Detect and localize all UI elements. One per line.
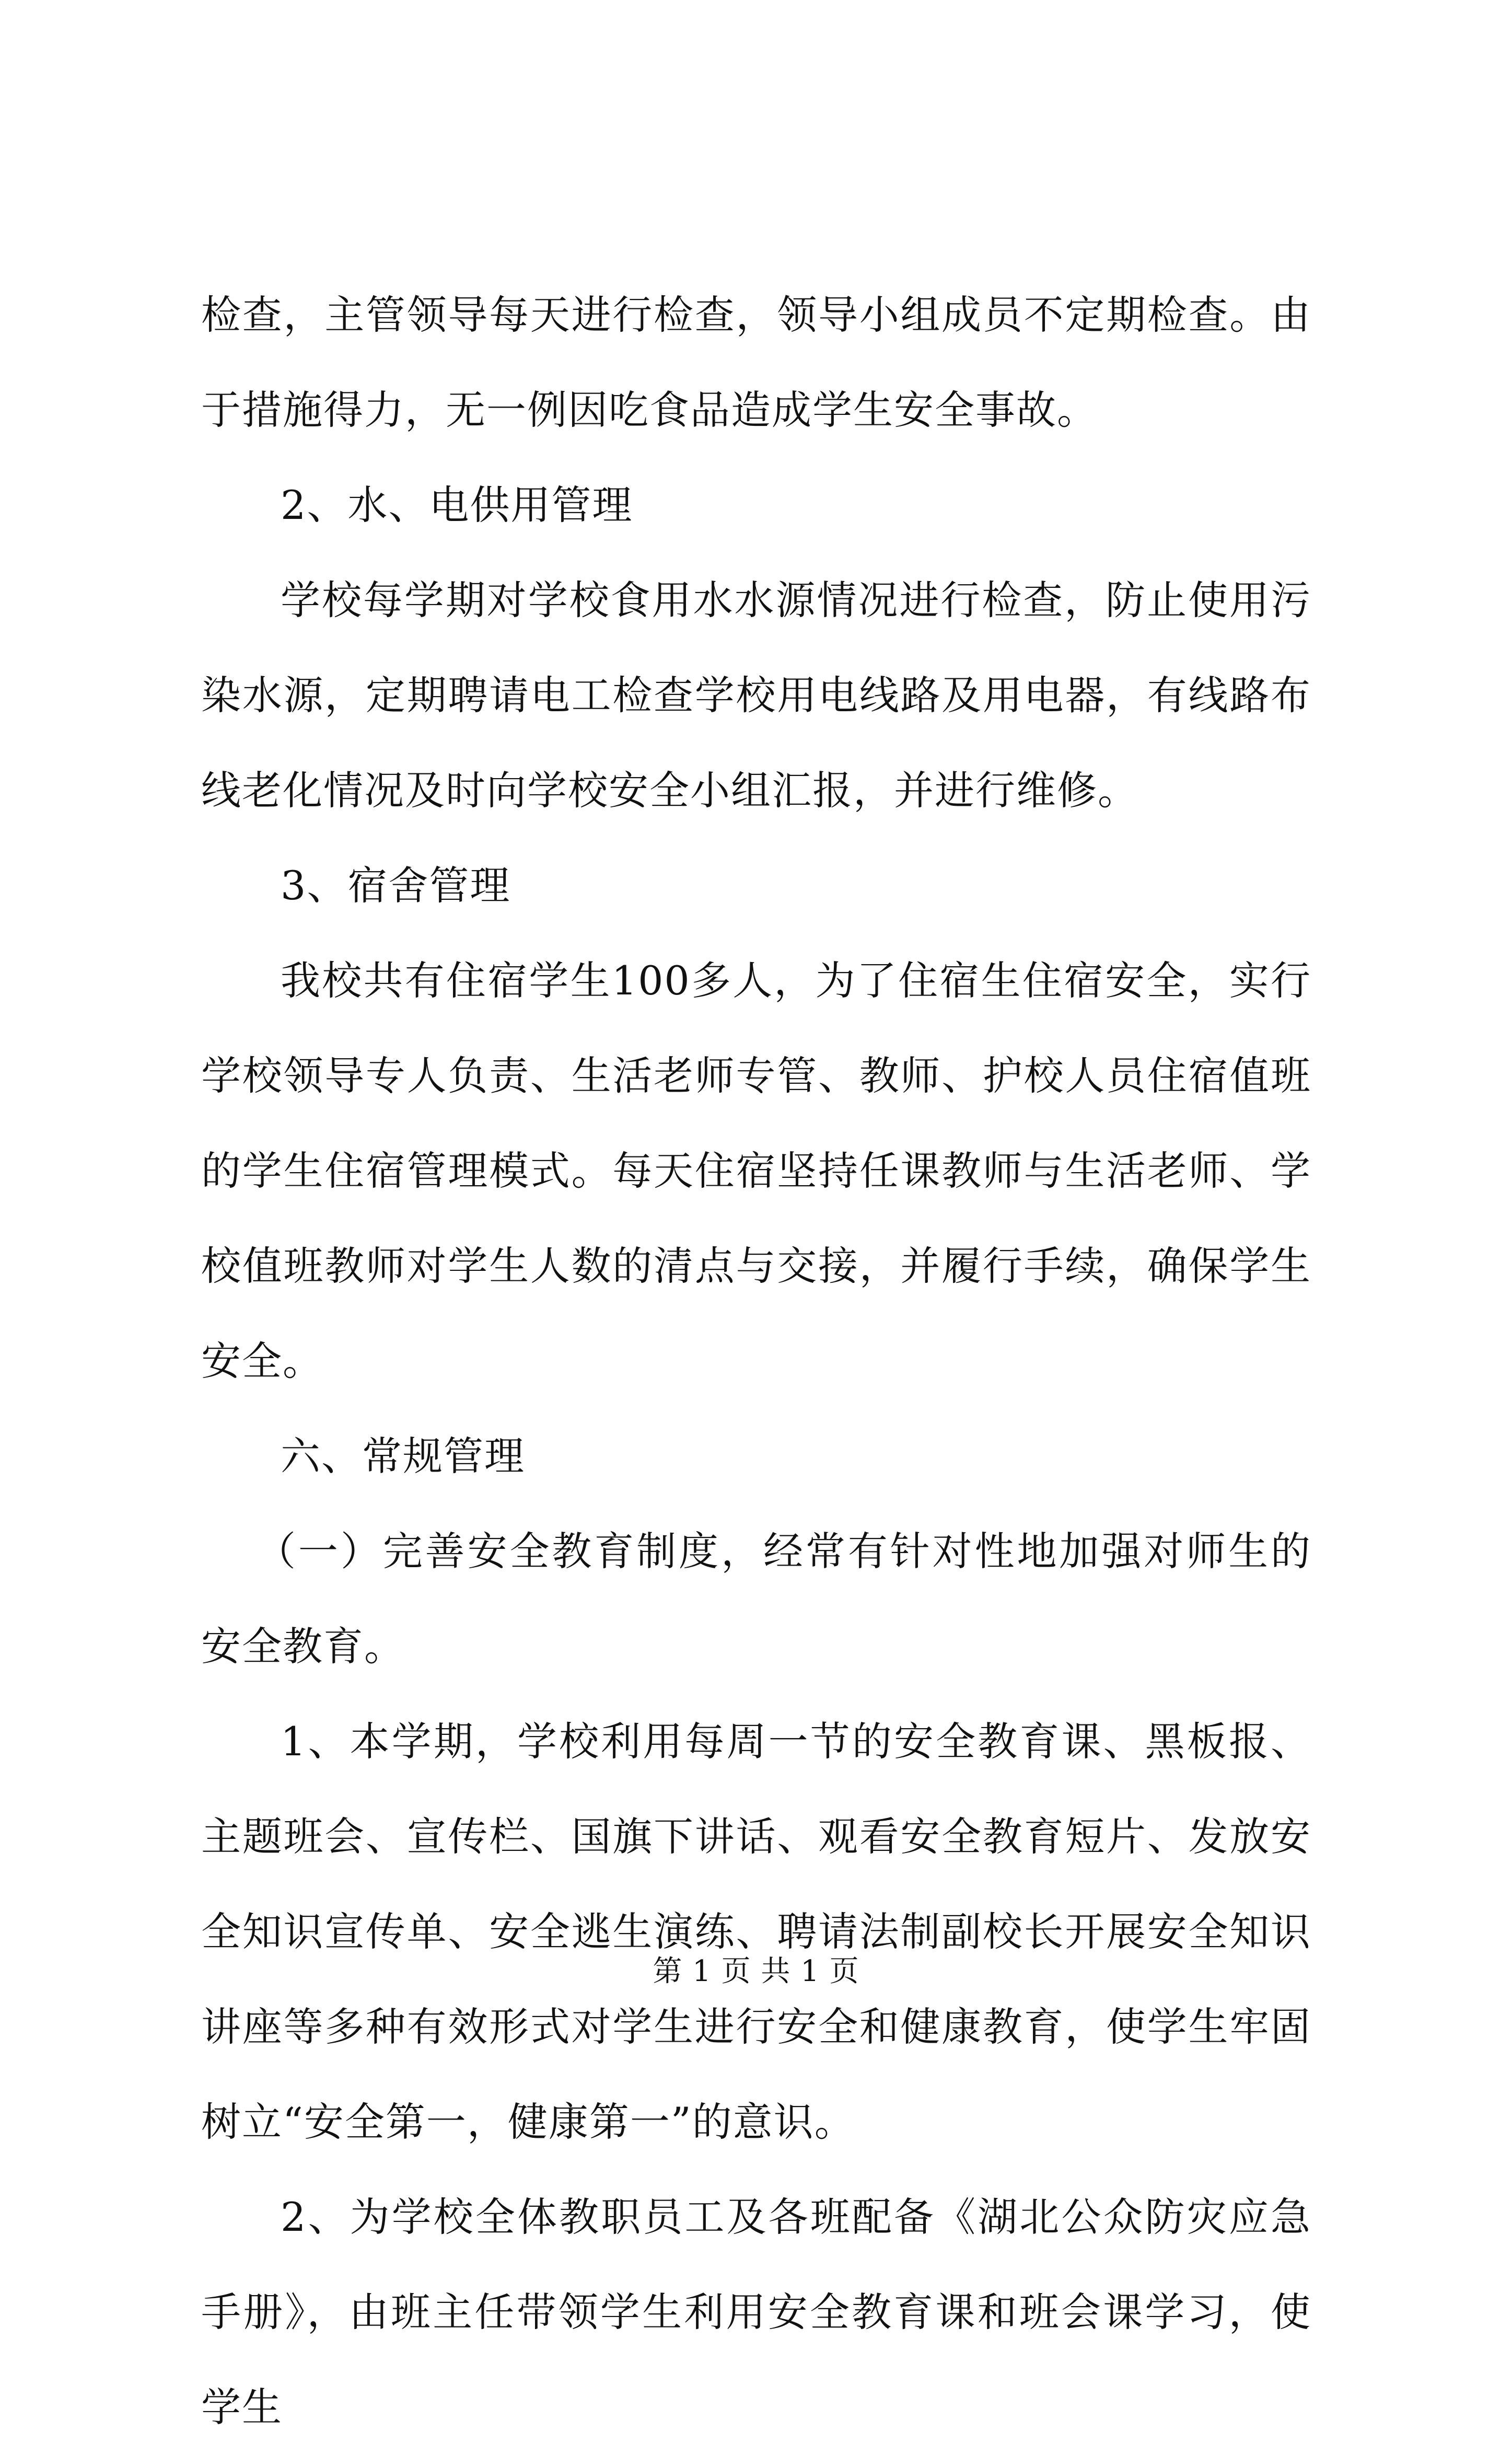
heading-water-electricity: 2、水、电供用管理 [281, 482, 633, 528]
paragraph-dormitory: 我校共有住宿学生100多人，为了住宿生住宿安全，实行学校领导专人负责、生活老师专管、教师、护校人员住宿值班的学生住宿管理模式。每天住宿坚持任课教师与生活老师、学校值班教师对学生人数的清点与交接，并履行手续，确保学生安全。 [201, 957, 1311, 1384]
heading-routine-management: 六、常规管理 [281, 1433, 525, 1479]
heading-dormitory: 3、宿舍管理 [281, 862, 511, 909]
page-number-footer: 第 1 页 共 1 页 [653, 1954, 859, 1988]
paragraph-food-inspection: 检查，主管领导每天进行检查，领导小组成员不定期检查。由于措施得力，无一例因吃食品造成学生安全事故。 [201, 292, 1311, 433]
paragraph-water-electricity: 学校每学期对学校食用水水源情况进行检查，防止使用污染水源，定期聘请电工检查学校用电线路及用电器，有线路布线老化情况及时向学校安全小组汇报，并进行维修。 [201, 577, 1311, 814]
paragraph-safety-education-1: 1、本学期，学校利用每周一节的安全教育课、黑板报、主题班会、宣传栏、国旗下讲话、观看安全教育短片、发放安全知识宣传单、安全逃生演练、聘请法制副校长开展安全知识讲座等多种有效形式对学生进行安全和健康教育，使学生牢固树立“安全第一，健康第一”的意识。 [201, 1718, 1311, 2145]
document-body [201, 268, 1311, 2455]
subheading-safety-education: （一）完善安全教育制度，经常有针对性地加强对师生的安全教育。 [201, 1528, 1311, 1670]
paragraph-safety-education-2: 2、为学校全体教职员工及各班配备《湖北公众防灾应急手册》，由班主任带领学生利用安全教育课和班会课学习，使学生 [201, 2194, 1311, 2430]
